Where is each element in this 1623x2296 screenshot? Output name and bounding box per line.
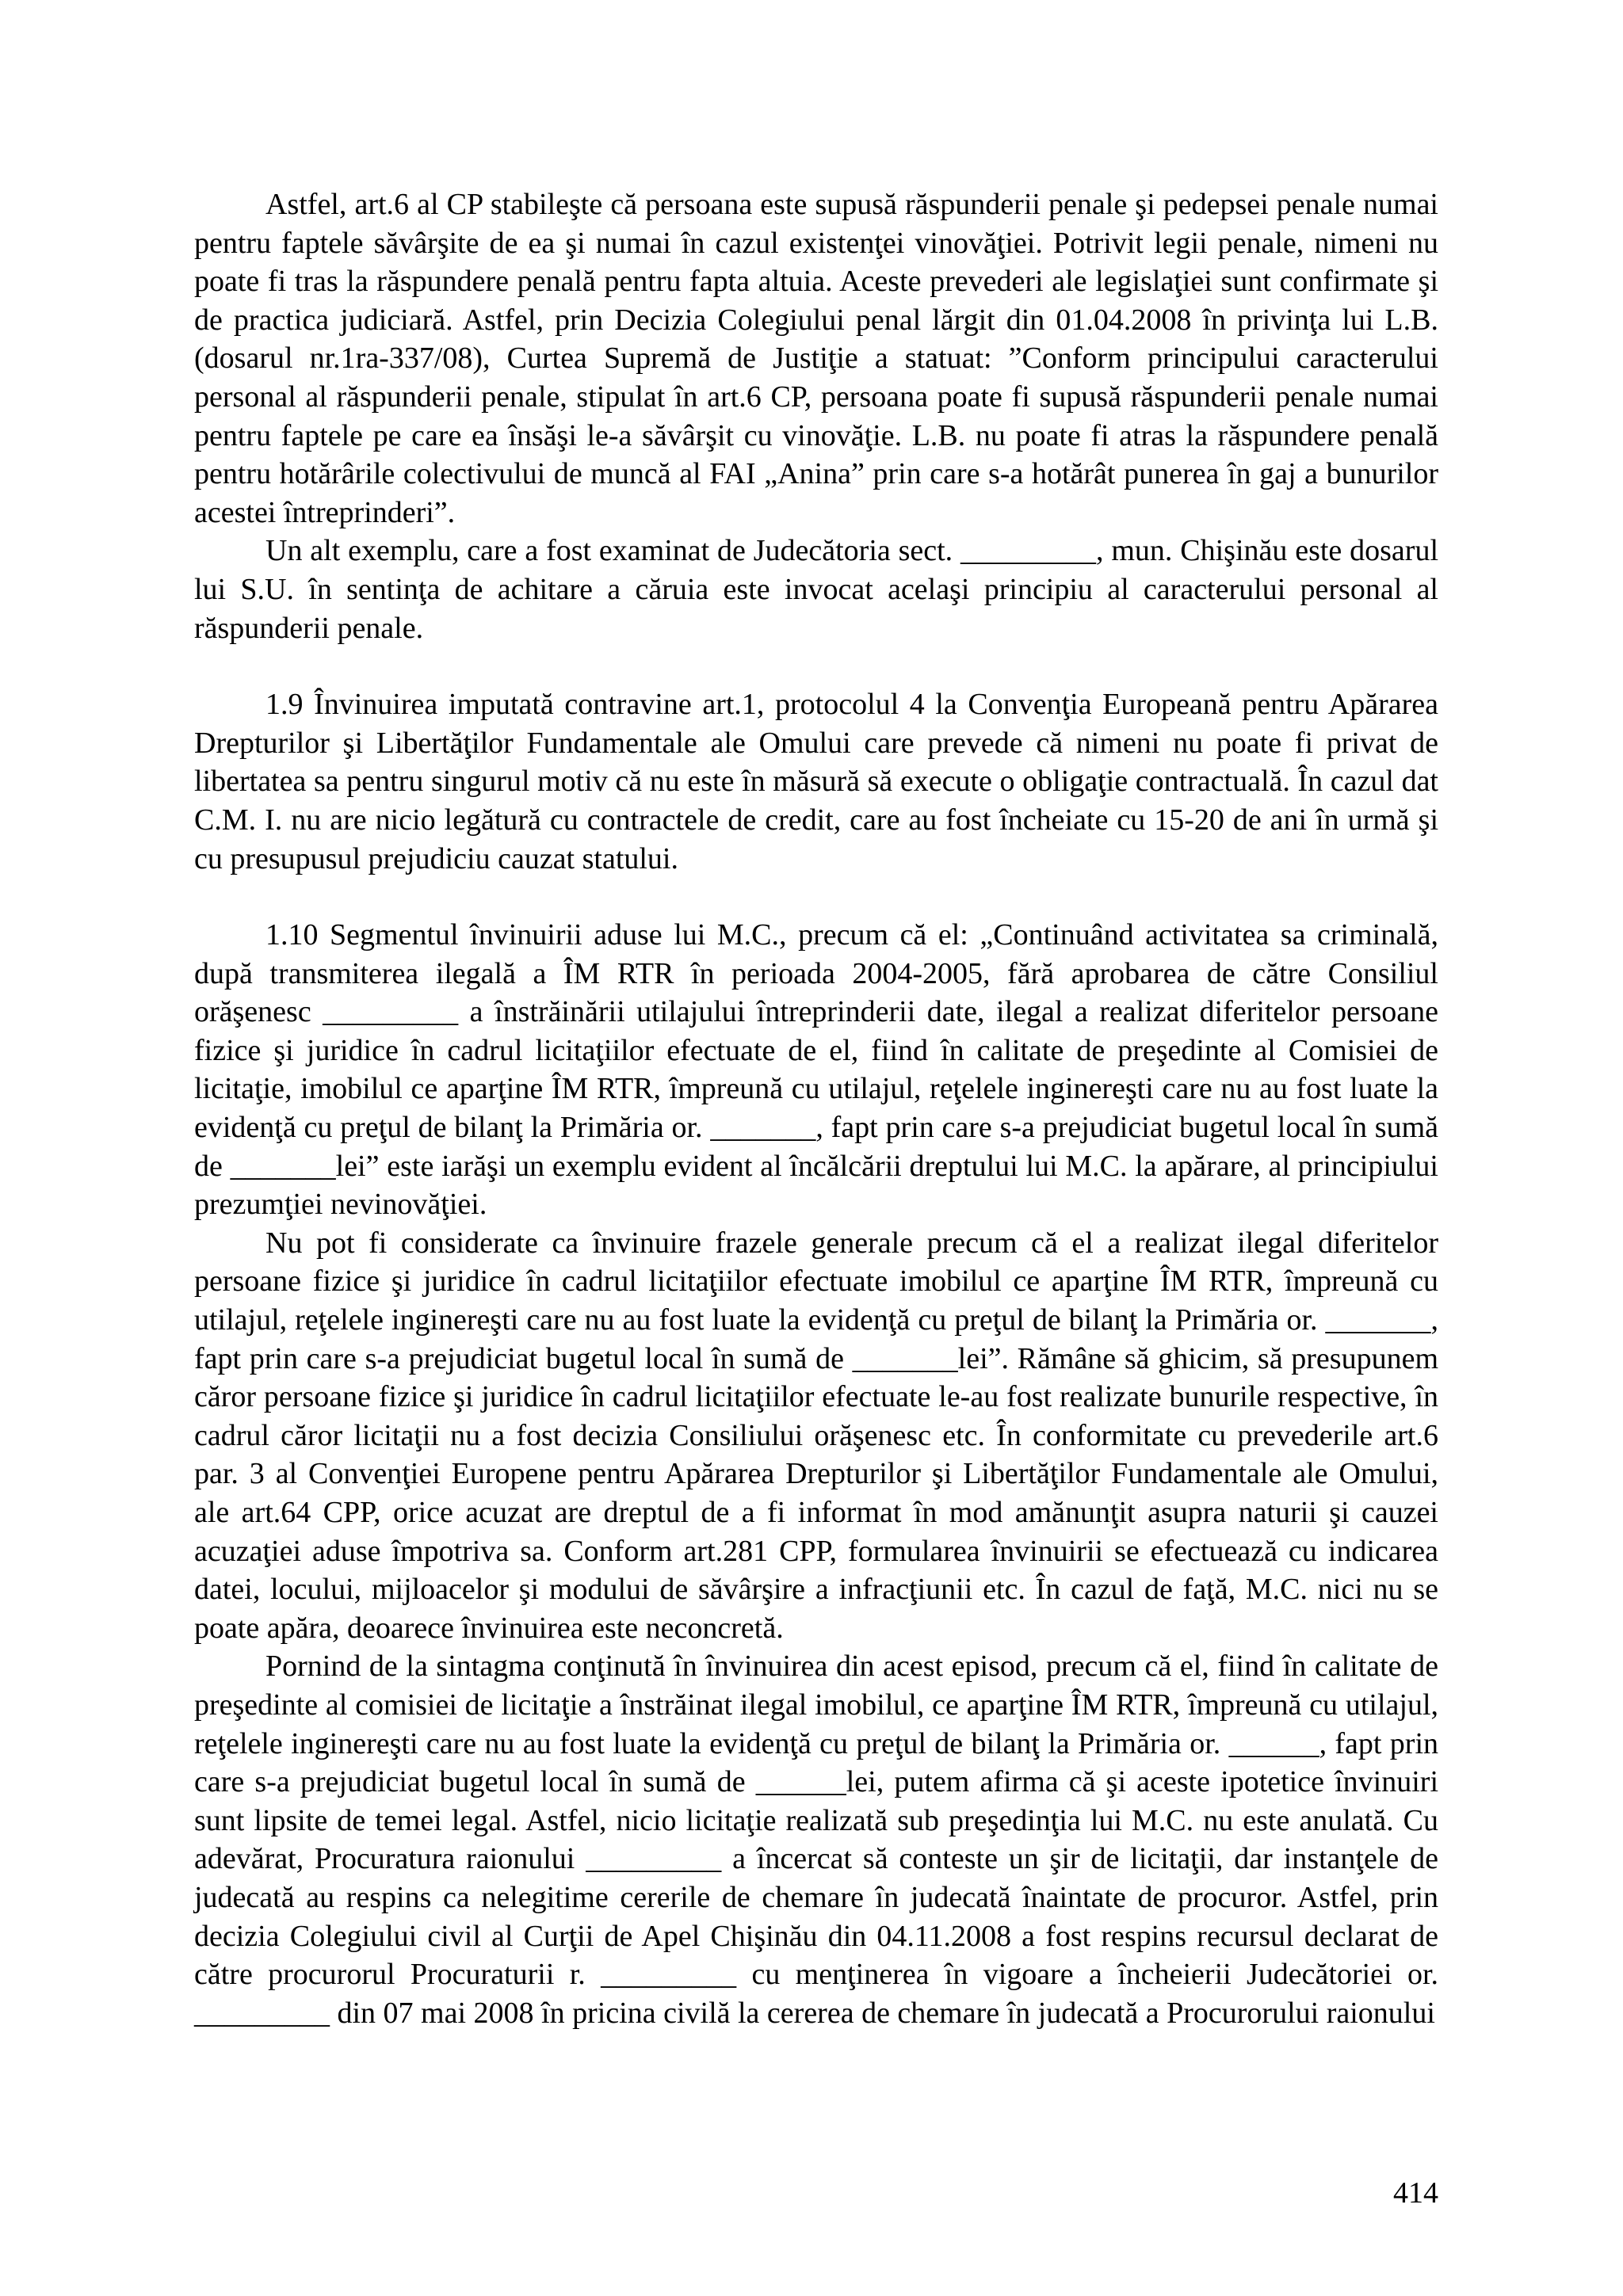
paragraph-section-1-10: 1.10 Segmentul învinuirii aduse lui M.C., precum că el: „Continuând activitatea sa criminală, după transmiterea ilegală a ÎM RTR în perioada 2004-2005, fără aprobarea de către Consiliul orăşenesc _________ a înstrăinării utilajului întreprinderii date, ilegal a realizat diferitelor persoane fizice şi juridice în cadrul licitaţiilor efectuate de el, fiind în calitate de preşedinte al Comisiei de licitaţie, imobilul ce aparţine ÎM RTR, împreună cu utilajul, reţelele inginereşti care nu au fost luate la evidenţă cu preţul de bilanţ la Primăria or. _______, fapt prin care s-a prejudiciat bugetul local în sumă de _______lei” este iarăşi un exemplu evident al încălcării dreptului lui M.C. la apărare, al principiului prezumţiei nevinovăţiei. <box>194 918 1438 1222</box>
paragraph-section-1-9: 1.9 Învinuirea imputată contravine art.1, protocolul 4 la Convenţia Europeană pentru Apărarea Drepturilor şi Libertăţilor Fundamentale ale Omului care prevede că nimeni nu poate fi privat de libertatea sa pentru singurul motiv că nu este în măsură să execute o obligaţie contractuală. În cazul dat C.M. I. nu are nicio legătură cu contractele de credit, care au fost încheiate cu 15-20 de ani în urmă şi cu presupusul prejudiciu cauzat statului. <box>194 688 1438 875</box>
paragraph-art6-principle: Astfel, art.6 al CP stabileşte că persoana este supusă răspunderii penale şi pedepsei penale numai pentru faptele săvârşite de ea şi numai în cazul existenţei vinovăţiei. Potrivit legii penale, nimeni nu poate fi tras la răspundere penală pentru fapta altuia. Aceste prevederi ale legislaţiei sunt confirmate şi de practica judiciară. Astfel, prin Decizia Colegiului penal lărgit din 01.04.2008 în privinţa lui L.B. (dosarul nr.1ra-337/08), Curtea Supremă de Justiţie a statuat: ”Conform principului caracterului personal al răspunderii penale, stipulat în art.6 CP, persoana poate fi supusă răspunderii penale numai pentru faptele pe care ea însăşi le-a săvârşit cu vinovăţie. L.B. nu poate fi atras la răspundere penală pentru hotărârile colectivului de muncă al FAI „Anina” prin care s-a hotărât punerea în gaj a bunurilor acestei întreprinderi”. <box>194 188 1438 529</box>
paragraph-general-phrases: Nu pot fi considerate ca învinuire frazele generale precum că el a realizat ilegal diferitelor persoane fizice şi juridice în cadrul licitaţiilor efectuate imobilul ce aparţine ÎM RTR, împreună cu utilajul, reţelele inginereşti care nu au fost luate la evidenţă cu preţul de bilanţ la Primăria or. _______, fapt prin care s-a prejudiciat bugetul local în sumă de _______lei”. Rămâne să ghicim, să presupunem căror persoane fizice şi juridice în cadrul licitaţiilor efectuate le-au fost realizate bunurile respective, în cadrul căror licitaţii nu a fost decizia Consiliului orăşenesc etc. În conformitate cu prevederile art.6 par. 3 al Convenţiei Europene pentru Apărarea Drepturilor şi Libertăţilor Fundamentale ale Omului, ale art.64 CPP, orice acuzat are dreptul de a fi informat în mod amănunţit asupra naturii şi cauzei acuzaţiei aduse împotriva sa. Conform art.281 CPP, formularea învinuirii se efectuează cu indicarea datei, locului, mijloacelor şi modului de săvârşire a infracţiunii etc. În cazul de faţă, M.C. nici nu se poate apăra, deoarece învinuirea este neconcretă. <box>194 1226 1438 1645</box>
document-body <box>194 185 1438 2032</box>
paragraph-su-example: Un alt exemplu, care a fost examinat de Judecătoria sect. _________, mun. Chişinău este dosarul lui S.U. în sentinţa de achitare a căruia este invocat acelaşi principiu al caracterului personal al răspunderii penale. <box>194 534 1438 645</box>
paragraph-tender-commission: Pornind de la sintagma conţinută în învinuirea din acest episod, precum că el, fiind în calitate de preşedinte al comisiei de licitaţie a înstrăinat ilegal imobilul, ce aparţine ÎM RTR, împreună cu utilajul, reţelele inginereşti care nu au fost luate la evidenţă cu preţul de bilanţ la Primăria or. ______, fapt prin care s-a prejudiciat bugetul local în sumă de ______lei, putem afirma că şi aceste ipotetice învinuiri sunt lipsite de temei legal. Astfel, nicio licitaţie realizată sub preşedinţia lui M.C. nu este anulată. Cu adevărat, Procuratura raionului _________ a încercat să conteste un şir de licitaţii, dar instanţele de judecată au respins ca nelegitime cererile de chemare în judecată înaintate de procuror. Astfel, prin decizia Colegiului civil al Curţii de Apel Chişinău din 04.11.2008 a fost respins recursul declarat de către procurorul Procuraturii r. _________ cu menţinerea în vigoare a încheierii Judecătoriei or. _________ din 07 mai 2008 în pricina civilă la cererea de chemare în judecată a Procurorului raionului <box>194 1650 1438 2030</box>
page-number: 414 <box>1393 2176 1438 2210</box>
